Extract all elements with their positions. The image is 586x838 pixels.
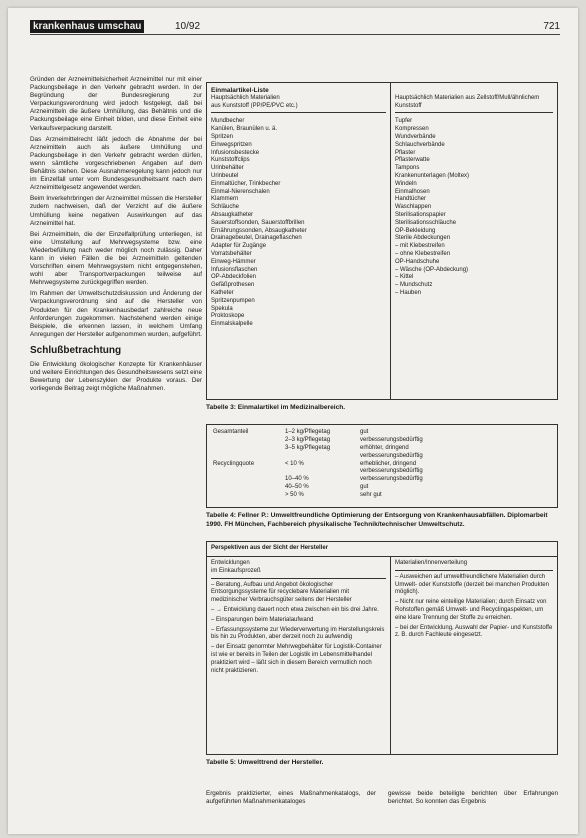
table-cell: gut xyxy=(360,429,369,436)
table-caption: Tabelle 3: Einmalartikel im Medizinalbereich. xyxy=(206,404,346,411)
list-item: Spekula xyxy=(211,305,233,312)
table-title: Einmalartikel-Liste xyxy=(211,87,269,94)
table-cell xyxy=(213,445,285,453)
list-item: Urinbeutel xyxy=(211,172,239,179)
list-item: Mundbecher xyxy=(211,118,245,125)
list-item: Sterilisationspapier xyxy=(395,211,446,218)
list-item: Windeln xyxy=(395,180,417,187)
table-column-plastics xyxy=(207,83,391,399)
list-item: Gefäßprothesen xyxy=(211,282,255,289)
column-header-line: Entwicklungen xyxy=(211,560,250,567)
document-page xyxy=(8,8,578,834)
column-header-line: im Einkaufsprozeß xyxy=(211,567,261,574)
table-cell: verbesserungsbedürftig xyxy=(360,468,423,475)
item-list xyxy=(211,582,386,676)
column-header: aus Kunststoff (PP/PE/PVC etc.) xyxy=(211,102,298,109)
list-item: – Wäsche (OP-Abdeckung) xyxy=(395,266,469,273)
table-row xyxy=(213,484,551,492)
magazine-title: krankenhaus umschau xyxy=(30,20,144,33)
table-cell xyxy=(285,453,360,461)
paragraph: Ergebnis praktizierter, eines Maßnahmenkatalogs, der aufgeführten Maßnahmenkataloges xyxy=(206,790,376,806)
paragraph: Die Entwicklung ökologischer Konzepte für Krankenhäuser und weitere Einrichtungen des Gesundheitswesens setzt eine Bewertung der Lebenszyklen der Produkte voraus. Der vorliegende Beitrag zeigt mögliche Maßnahmen. xyxy=(30,360,202,393)
list-item: Sterilisationsschläuche xyxy=(395,219,457,226)
paragraph: Beim Inverkehrbringen der Arzneimittel müssen die Hersteller zudem nachweisen, daß der Verzicht auf die äußere Umhüllung keine negativen Auswirkungen auf das Arzneimittel hat. xyxy=(30,195,202,227)
table-row xyxy=(213,453,551,461)
list-item: Tampons xyxy=(395,165,420,172)
table-header xyxy=(395,95,553,114)
list-item: Handtücher xyxy=(395,196,427,203)
table-column-cellulose xyxy=(391,83,557,399)
table-caption: Tabelle 4: Fellner P.: Umweltfreundliche Optimierung der Entsorgung von Krankenhausabfällen. Diplomarbeit 1990. FH München, Fachbereich physikalische Technik/technischer Umweltschutz. xyxy=(206,512,548,528)
column-header: Kunststoff xyxy=(395,102,422,109)
paragraph: Das Arzneimittelrecht läßt jedoch die Abnahme der bei Arzneimitteln auch als äußere Umhüllung und Packungsbeilage in den Verkehr gebracht werden dürfen, wenn sämtliche vorgeschriebenen Angaben auf dem Behältnis stehen. Diese Ausnahmeregelung kann jedoch nur im Einzelfall unter vom Bundesgesundheitsamt nach dem Arzneimittelgesetz angewendet werden. xyxy=(30,135,202,192)
table-row xyxy=(213,492,551,500)
list-item: OP-Abdeckfolien xyxy=(211,274,257,281)
list-item: Kompressen xyxy=(395,126,429,133)
table-cell: 2–3 kg/Pflegetag xyxy=(285,437,331,444)
table-header xyxy=(211,87,386,113)
list-item: – mit Klebestreifen xyxy=(395,243,445,250)
list-item: Infusionsbestecke xyxy=(211,149,260,156)
list-item: Einmalskalpelle xyxy=(211,321,253,328)
item-list xyxy=(395,574,553,640)
column-header: Hauptsächlich Materialien xyxy=(211,94,280,101)
list-item: – Ausweichen auf umweltfreundlichere Materialien durch Umwelt- oder Kunststoffe (derzeit bei manchen Produkten möglich). xyxy=(395,573,549,596)
table-column-developments xyxy=(207,557,391,754)
list-item: Schlauchverbände xyxy=(395,141,445,148)
table-cell xyxy=(213,437,285,445)
list-item: Vorratsbehälter xyxy=(211,250,252,257)
list-item: OP-Handschuhe xyxy=(395,258,440,265)
table-body xyxy=(207,557,557,754)
list-item: Infusionsflaschen xyxy=(211,266,258,273)
list-item: Adapter für Zugänge xyxy=(211,243,267,250)
issue-number: 10/92 xyxy=(175,21,201,32)
bottom-text xyxy=(206,790,558,806)
list-item: Einmal-Nierenschalen xyxy=(211,188,270,195)
list-item: Ernährungssonden, Absaugkatheter xyxy=(211,227,307,234)
table-cell: Recyclingquote xyxy=(213,460,255,467)
table-cell: < 10 % xyxy=(285,460,304,467)
table-cell xyxy=(213,484,285,492)
list-item: – Einsparungen beim Materialaufwand xyxy=(211,616,314,623)
list-item: Proktoskope xyxy=(211,313,245,320)
list-item: – Erfassungssysteme zur Wiederverwertung im Herstellungskreis bis hin zu Produkten, aber derzeit noch zu aufwendig xyxy=(211,626,385,641)
table-row xyxy=(213,461,551,469)
list-item: Waschlappen xyxy=(395,204,432,211)
paragraph: Gründen der Arzneimittelsicherheit Arzneimittel nur mit einer Packungsbeilage in den Verkehr gebracht werden. In der Begründung der Bundesregierung zur Verpackungsverordnung wird jedoch festgelegt, daß bei Arzneimitteln die äußere Umhüllung, das Behältnis und die Packungsbeilage eine Einheit bilden, und diese Einheit eine Verkaufsverpackung darstellt. xyxy=(30,76,202,132)
table-cell: verbesserungsbedürftig xyxy=(360,437,423,444)
list-item: Absaugkatheter xyxy=(211,211,254,218)
table-row xyxy=(213,429,551,437)
page-number: 721 xyxy=(543,21,560,32)
table-cell: sehr gut xyxy=(360,491,382,498)
list-item: Einweg-Hämmer xyxy=(211,258,256,265)
table-cell: erhöhter, dringend xyxy=(360,445,409,451)
paragraph: Im Rahmen der Umweltschutzdiskussion und Änderung der Verpackungsverordnung sind auf die Hersteller von Produkten für den Krankenhausbedarf zahlreiche neue Anforderungen zugekommen. Nachstehend werden einige Beispiele, die erkennen lassen, in welchem Umfang Anregungen der Hersteller aufgenommen wurden, aufgeführt. xyxy=(30,290,202,338)
list-item: OP-Bekleidung xyxy=(395,227,436,234)
table-cell: 3–5 kg/Pflegetag xyxy=(285,445,331,451)
list-item: – Kittel xyxy=(395,274,414,281)
list-item: – Hauben xyxy=(395,289,422,296)
list-item: Sauerstoffsonden, Sauerstoffbrillen xyxy=(211,219,305,226)
item-list xyxy=(395,118,553,297)
list-item: – Beratung, Aufbau und Angebot ökologischer Entsorgungssysteme für recyclebare Materialien mit medizinischer Verbrauchsgüter seitens der Hersteller xyxy=(211,581,352,604)
table-row xyxy=(213,445,551,453)
list-item: Pflasterwatte xyxy=(395,157,430,164)
list-item: Klammern xyxy=(211,196,239,203)
table-disposable-items xyxy=(206,82,558,400)
list-item: Spritzenpumpen xyxy=(211,297,255,304)
list-item: Tupfer xyxy=(395,118,413,125)
page-header xyxy=(30,20,560,35)
list-item: Spritzen xyxy=(211,133,234,140)
list-item: – ohne Klebestreifen xyxy=(395,250,451,257)
list-item: Kunststoffclips xyxy=(211,157,250,164)
column-header xyxy=(211,560,386,579)
list-item: – Mundschutz xyxy=(395,282,433,289)
table-cell xyxy=(213,453,285,461)
item-list xyxy=(211,118,386,329)
list-item: Pflaster xyxy=(395,149,416,156)
column-header: Hauptsächlich Materialien aus Zellstoff/Mull/ähnlichem xyxy=(395,94,540,101)
table-cell: erheblicher, dringend xyxy=(360,460,417,467)
list-item: Wundverbände xyxy=(395,133,436,140)
table-cell: verbesserungsbedürftig xyxy=(360,452,423,459)
table-row xyxy=(213,476,551,484)
table-manufacturer-perspectives xyxy=(206,541,558,755)
list-item: – Nicht nur reine einteilige Materialien; durch Einsatz von Rohstoffen gemäß Umwelt- und Recyclingaspekten, um eine klare Trennung der Stoffe zu erreichen. xyxy=(395,599,547,621)
column-header: Materialien/Innenverteilung xyxy=(395,560,553,571)
table-cell xyxy=(213,476,285,484)
list-item: – der Einsatz genormter Mehrwegbehälter für Logistik-Container ist wie er bereits in Teilen der Logistik im Lebensmittelhandel praktiziert wird – läßt sich in diesem Bereich vermutlich noch nicht praktizieren. xyxy=(211,644,382,674)
list-item: Urinbehälter xyxy=(211,165,244,172)
list-item: Kanülen, Braunülen u. ä. xyxy=(211,126,278,133)
table-waste-evaluation xyxy=(206,424,558,508)
table-row xyxy=(213,437,551,445)
list-item: Einwegspritzen xyxy=(211,141,252,148)
list-item: Schläuche xyxy=(211,204,240,211)
table-row xyxy=(213,468,551,476)
list-item: Einmalhosen xyxy=(395,188,430,195)
table-title: Perspektiven aus der Sicht der Hersteller xyxy=(207,542,557,557)
table-cell xyxy=(285,468,360,476)
list-item: Krankenunterlagen (Moltex) xyxy=(395,172,470,179)
list-item: – → Entwicklung dauert noch etwa zwischen ein bis drei Jahre. xyxy=(211,607,379,613)
list-item: Katheter xyxy=(211,289,234,296)
table-cell xyxy=(213,468,285,476)
table-cell: verbesserungsbedürftig xyxy=(360,476,423,483)
table-cell: 1–2 kg/Pflegetag xyxy=(285,429,331,436)
list-item: – bei der Entwicklung, Auswahl der Papier- und Kunststoffe z. B. durch Fachleute eingesetzt. xyxy=(395,624,553,639)
table-column-materials xyxy=(391,557,557,754)
table-cell xyxy=(213,492,285,500)
list-item: Drainagebeutel, Drainageflaschen xyxy=(211,235,302,242)
list-item: Einmaltücher, Trinkbecher xyxy=(211,180,281,187)
table-cell: > 50 % xyxy=(285,491,304,498)
list-item: Sterile Abdeckungen xyxy=(395,235,451,242)
left-text-column xyxy=(30,76,202,396)
section-heading: Schlußbetrachtung xyxy=(30,344,122,356)
table-cell: Gesamtanteil xyxy=(213,429,249,436)
table-caption: Tabelle 5: Umwelttrend der Hersteller. xyxy=(206,759,324,767)
paragraph: Bei Arzneimitteln, die der Einzelfallprüfung unterliegen, ist eine Umstellung auf Mehrwegsysteme bzw. eine Wiederbefüllung nach weder möglich noch zulässig. Daher kann in vielen Fällen die bei Arzneimitteln geltenden Vorschriften einem Mehrwegsystem nicht entgegenstehen, wohl aber Transportverpackungen teilweise auf Mehrwegsysteme zurückgegriffen werden. xyxy=(30,230,202,287)
table-cell: gut xyxy=(360,483,369,490)
table-cell: 40–50 % xyxy=(285,483,309,490)
right-column xyxy=(206,82,558,780)
table-cell: 10–40 % xyxy=(285,476,309,483)
paragraph: gewisse beide beteiligte berichten über Erfahrungen berichtet. So konnten das Ergebnis xyxy=(388,790,558,806)
